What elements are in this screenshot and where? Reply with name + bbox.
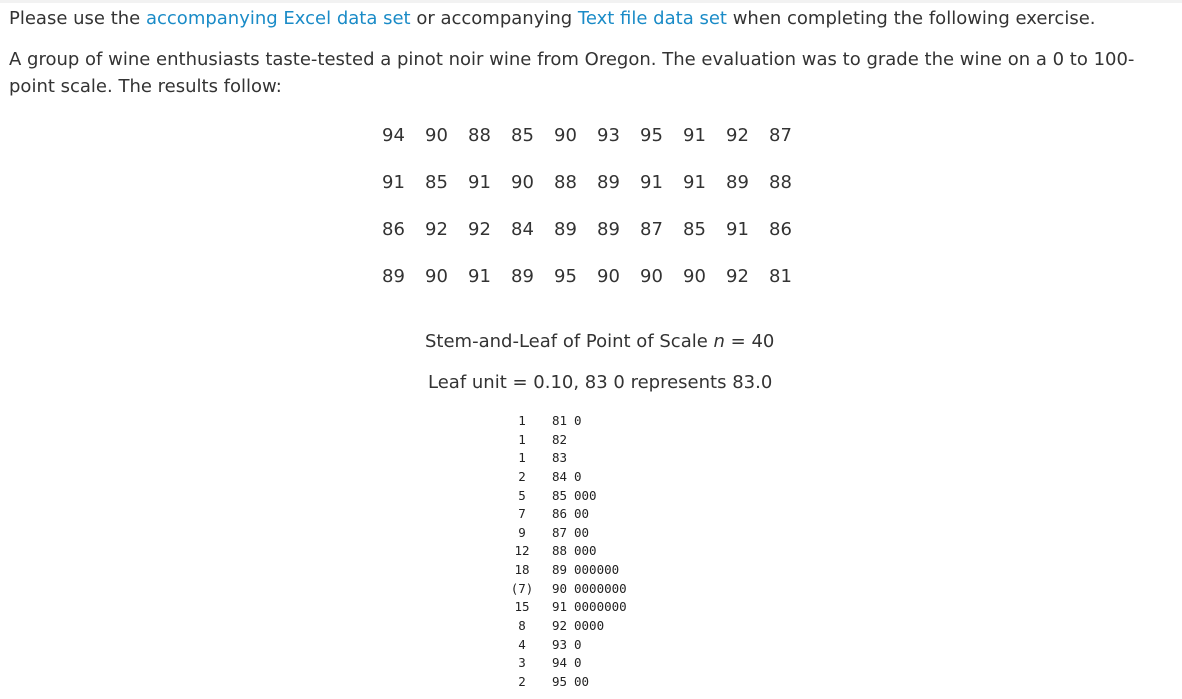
stem-leaf-leaves: 000 bbox=[574, 543, 597, 559]
score-cell: 91 bbox=[683, 125, 706, 146]
stem-leaf-title bbox=[425, 330, 774, 354]
score-cell: 90 bbox=[554, 125, 577, 146]
score-cell: 89 bbox=[597, 219, 620, 240]
score-cell: 86 bbox=[382, 219, 405, 240]
stem-leaf-leaves: 00 bbox=[574, 673, 590, 689]
score-cell: 91 bbox=[640, 172, 663, 193]
scores-row bbox=[382, 171, 812, 218]
stem-leaf-depth: 2 bbox=[518, 468, 526, 484]
stem-leaf-title-suffix: = 40 bbox=[724, 331, 775, 352]
stem-leaf-row bbox=[508, 542, 627, 561]
stem-leaf-depth: (7) bbox=[510, 580, 534, 596]
stem-leaf-leaves: 0 bbox=[574, 636, 582, 652]
stem-leaf-row bbox=[508, 673, 627, 692]
stem-leaf-row bbox=[508, 654, 627, 673]
stem-leaf-stem: 87 bbox=[552, 524, 568, 540]
stem-leaf-leaves: 00 bbox=[574, 506, 590, 522]
score-cell: 85 bbox=[511, 125, 534, 146]
stem-leaf-row bbox=[508, 487, 627, 506]
stem-leaf-leaves: 0 bbox=[574, 413, 582, 428]
score-cell: 92 bbox=[726, 266, 749, 287]
score-cell: 89 bbox=[597, 172, 620, 193]
stem-leaf-depth: 8 bbox=[518, 618, 526, 634]
score-cell: 89 bbox=[511, 266, 534, 287]
stem-leaf-row bbox=[508, 598, 627, 617]
stem-leaf-stem: 95 bbox=[552, 673, 568, 689]
stem-leaf-row bbox=[508, 524, 627, 543]
score-cell: 89 bbox=[554, 219, 577, 240]
stem-leaf-depth: 1 bbox=[518, 431, 526, 447]
score-cell: 91 bbox=[468, 266, 491, 287]
score-cell: 90 bbox=[640, 266, 663, 287]
stem-leaf-depth: 7 bbox=[518, 506, 526, 522]
text-file-data-link[interactable]: Text file data set bbox=[577, 8, 727, 29]
stem-leaf-leaves: 0 bbox=[574, 468, 582, 484]
stem-leaf-stem: 90 bbox=[552, 580, 568, 596]
score-cell: 86 bbox=[769, 219, 792, 240]
score-cell: 90 bbox=[425, 125, 448, 146]
stem-leaf-depth: 9 bbox=[518, 524, 526, 540]
scores-row bbox=[382, 265, 812, 312]
stem-leaf-row bbox=[508, 580, 627, 599]
stem-leaf-depth: 15 bbox=[514, 599, 530, 615]
stem-leaf-depth: 2 bbox=[518, 673, 526, 689]
stem-leaf-stem: 94 bbox=[552, 655, 568, 671]
stem-leaf-stem: 86 bbox=[552, 506, 568, 522]
stem-leaf-row bbox=[508, 431, 627, 450]
score-cell: 95 bbox=[640, 125, 663, 146]
score-cell: 92 bbox=[468, 219, 491, 240]
score-cell: 89 bbox=[382, 266, 405, 287]
stem-leaf-leaves: 00 bbox=[574, 524, 590, 540]
leaf-unit-note: Leaf unit = 0.10, 83 0 represents 83.0 bbox=[428, 372, 773, 393]
stem-leaf-stem: 89 bbox=[552, 562, 568, 578]
score-cell: 85 bbox=[683, 219, 706, 240]
stem-leaf-display bbox=[508, 412, 627, 692]
stem-leaf-depth: 3 bbox=[518, 655, 526, 671]
stem-leaf-depth: 18 bbox=[514, 562, 530, 578]
problem-statement: A group of wine enthusiasts taste-tested a pinot noir wine from Oregon. The evaluation was to grade the wine on a 0 to 100-point scale. The results follow: bbox=[9, 49, 1135, 97]
stem-leaf-depth: 4 bbox=[518, 636, 526, 652]
stem-leaf-depth: 1 bbox=[518, 450, 526, 466]
score-cell: 92 bbox=[726, 125, 749, 146]
score-cell: 94 bbox=[382, 125, 405, 146]
score-cell: 95 bbox=[554, 266, 577, 287]
stem-leaf-leaves: 000000 bbox=[574, 562, 620, 578]
stem-leaf-title-prefix: Stem-and-Leaf of Point of Scale bbox=[425, 331, 714, 352]
stem-leaf-stem: 93 bbox=[552, 636, 568, 652]
stem-leaf-depth: 12 bbox=[514, 543, 530, 559]
intro-middle: or accompanying bbox=[410, 8, 578, 29]
scores-row bbox=[382, 218, 812, 265]
score-cell: 91 bbox=[382, 172, 405, 193]
stem-leaf-leaves: 0000000 bbox=[574, 580, 627, 596]
stem-leaf-stem: 91 bbox=[552, 599, 568, 615]
score-cell: 88 bbox=[769, 172, 792, 193]
stem-leaf-stem: 81 bbox=[552, 413, 568, 428]
stem-leaf-row bbox=[508, 561, 627, 580]
excel-data-link[interactable]: accompanying Excel data set bbox=[145, 8, 411, 29]
score-cell: 91 bbox=[683, 172, 706, 193]
stem-leaf-leaves: 0 bbox=[574, 655, 582, 671]
stem-leaf-stem: 83 bbox=[552, 450, 568, 466]
stem-leaf-depth: 5 bbox=[518, 487, 526, 503]
score-cell: 91 bbox=[468, 172, 491, 193]
stem-leaf-row bbox=[508, 412, 627, 431]
score-cell: 85 bbox=[425, 172, 448, 193]
wine-scores-table bbox=[382, 124, 812, 312]
stem-leaf-stem: 82 bbox=[552, 431, 568, 447]
stem-leaf-stem: 92 bbox=[552, 618, 568, 634]
stem-leaf-row bbox=[508, 468, 627, 487]
score-cell: 90 bbox=[425, 266, 448, 287]
stem-leaf-row bbox=[508, 449, 627, 468]
score-cell: 90 bbox=[683, 266, 706, 287]
stem-leaf-depth: 1 bbox=[518, 413, 526, 428]
intro-paragraph bbox=[9, 6, 1169, 32]
score-cell: 90 bbox=[511, 172, 534, 193]
score-cell: 87 bbox=[769, 125, 792, 146]
stem-leaf-leaves: 0000 bbox=[574, 618, 605, 634]
stem-leaf-stem: 84 bbox=[552, 468, 568, 484]
stem-leaf-title-n: n bbox=[713, 331, 725, 352]
score-cell: 88 bbox=[554, 172, 577, 193]
intro-suffix: when completing the following exercise. bbox=[726, 8, 1096, 29]
score-cell: 81 bbox=[769, 266, 792, 287]
intro-prefix: Please use the bbox=[9, 8, 146, 29]
score-cell: 92 bbox=[425, 219, 448, 240]
scores-row bbox=[382, 124, 812, 171]
score-cell: 90 bbox=[597, 266, 620, 287]
top-border bbox=[0, 0, 1182, 3]
stem-leaf-row bbox=[508, 505, 627, 524]
score-cell: 87 bbox=[640, 219, 663, 240]
score-cell: 84 bbox=[511, 219, 534, 240]
score-cell: 88 bbox=[468, 125, 491, 146]
stem-leaf-stem: 85 bbox=[552, 487, 568, 503]
stem-leaf-stem: 88 bbox=[552, 543, 568, 559]
score-cell: 91 bbox=[726, 219, 749, 240]
stem-leaf-row bbox=[508, 617, 627, 636]
stem-leaf-row bbox=[508, 636, 627, 655]
score-cell: 93 bbox=[597, 125, 620, 146]
stem-leaf-leaves: 000 bbox=[574, 487, 597, 503]
stem-leaf-leaves: 0000000 bbox=[574, 599, 627, 615]
score-cell: 89 bbox=[726, 172, 749, 193]
